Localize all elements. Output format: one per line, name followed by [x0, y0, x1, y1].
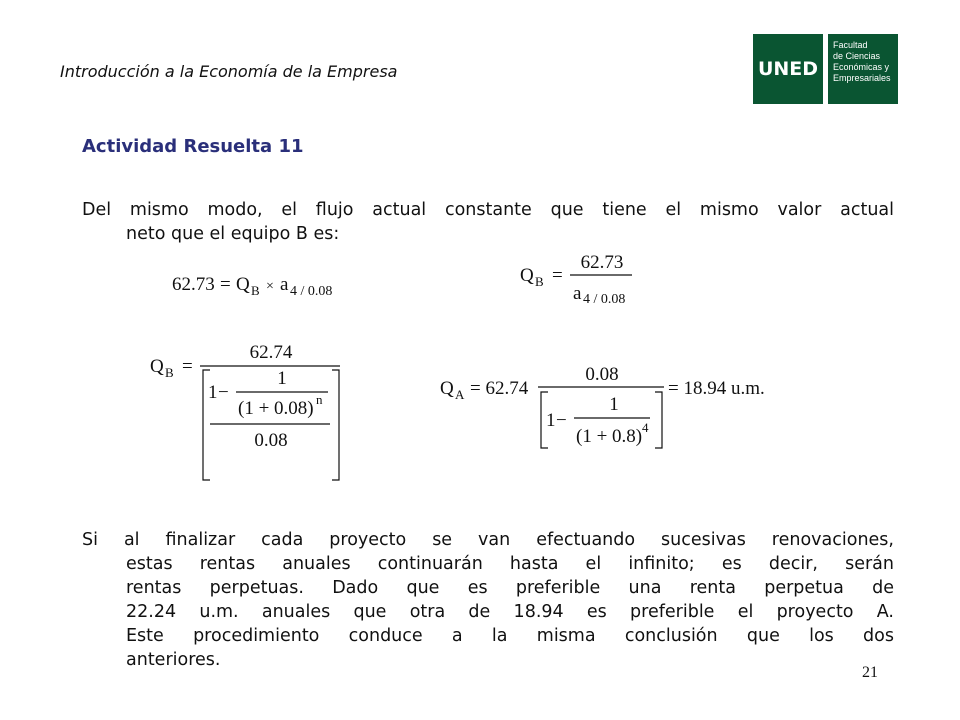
eq4-q: Q	[440, 378, 454, 399]
eq3-denominator: 0.08	[254, 430, 288, 451]
eq4-result: = 18.94 u.m.	[668, 378, 765, 399]
eq4-numerator: 0.08	[585, 364, 619, 385]
eq3-numerator: 62.74	[249, 342, 293, 363]
paragraph-line: Este procedimiento conduce a la misma conclusión que los dos	[126, 626, 894, 646]
paragraph-line: Del mismo modo, el flujo actual constante que tiene el mismo valor actual	[82, 200, 894, 220]
eq3-inner-numerator: 1	[277, 368, 287, 389]
eq1-equals: =	[220, 274, 231, 295]
equation-1	[170, 266, 370, 302]
logo-line: Facultad	[833, 40, 868, 50]
eq4-exponent: 4	[642, 420, 649, 435]
eq3-q: Q	[150, 356, 164, 377]
equation-2	[518, 248, 638, 306]
eq3-q-sub: B	[165, 365, 174, 380]
eq3-exponent: n	[316, 392, 323, 407]
equation-4	[438, 360, 778, 456]
paragraph-line: Si al finalizar cada proyecto se van efectuando sucesivas renovaciones,	[82, 530, 894, 550]
eq1-a-sub: 4 / 0.08	[290, 284, 333, 299]
eq4-minus: −	[556, 410, 567, 431]
eq2-q: Q	[520, 265, 534, 286]
paragraph-line: rentas perpetuas. Dado que es preferible una renta perpetua de	[126, 578, 894, 598]
paragraph-line: estas rentas anuales continuarán hasta el infinito; es decir, serán	[126, 554, 894, 574]
course-title: Introducción a la Economía de la Empresa	[60, 62, 398, 81]
eq2-equals: =	[552, 265, 563, 286]
uned-logo	[753, 34, 898, 104]
logo-line: Empresariales	[833, 73, 891, 83]
eq2-numerator: 62.73	[580, 252, 624, 273]
eq1-q-sub: B	[251, 283, 260, 298]
paragraph-line: anteriores.	[126, 650, 221, 670]
eq1-times: ×	[266, 279, 274, 294]
eq1-q: Q	[236, 274, 250, 295]
eq2-denominator: a	[573, 283, 582, 304]
equation-3	[148, 338, 348, 486]
eq1-lhs: 62.73	[172, 274, 215, 295]
eq3-equals: =	[182, 356, 193, 377]
eq4-one: 1	[546, 410, 556, 431]
eq3-one: 1	[208, 382, 218, 403]
logo-faculty-text	[828, 34, 898, 104]
paragraph-line: 22.24 u.m. anuales que otra de 18.94 es preferible el proyecto A.	[126, 602, 894, 622]
logo-line: de Ciencias	[833, 51, 881, 61]
activity-heading: Actividad Resuelta 11	[82, 136, 304, 157]
paragraph-intro	[82, 198, 894, 246]
eq4-q-sub: A	[455, 387, 465, 402]
page-number: 21	[862, 664, 878, 681]
eq4-inner-numerator: 1	[609, 394, 619, 415]
logo-wordmark: UNED	[753, 34, 823, 104]
eq2-den-sub: 4 / 0.08	[583, 292, 626, 307]
paragraph-line: neto que el equipo B es:	[126, 224, 340, 244]
eq4-equals-value: = 62.74	[470, 378, 529, 399]
eq3-inner-denominator: (1 + 0.08)	[238, 398, 314, 419]
eq1-a: a	[280, 274, 289, 295]
eq3-minus: −	[218, 382, 229, 403]
eq4-inner-denominator: (1 + 0.8)	[576, 426, 643, 447]
eq2-q-sub: B	[535, 274, 544, 289]
logo-line: Económicas y	[833, 62, 890, 72]
paragraph-conclusion	[82, 528, 894, 672]
